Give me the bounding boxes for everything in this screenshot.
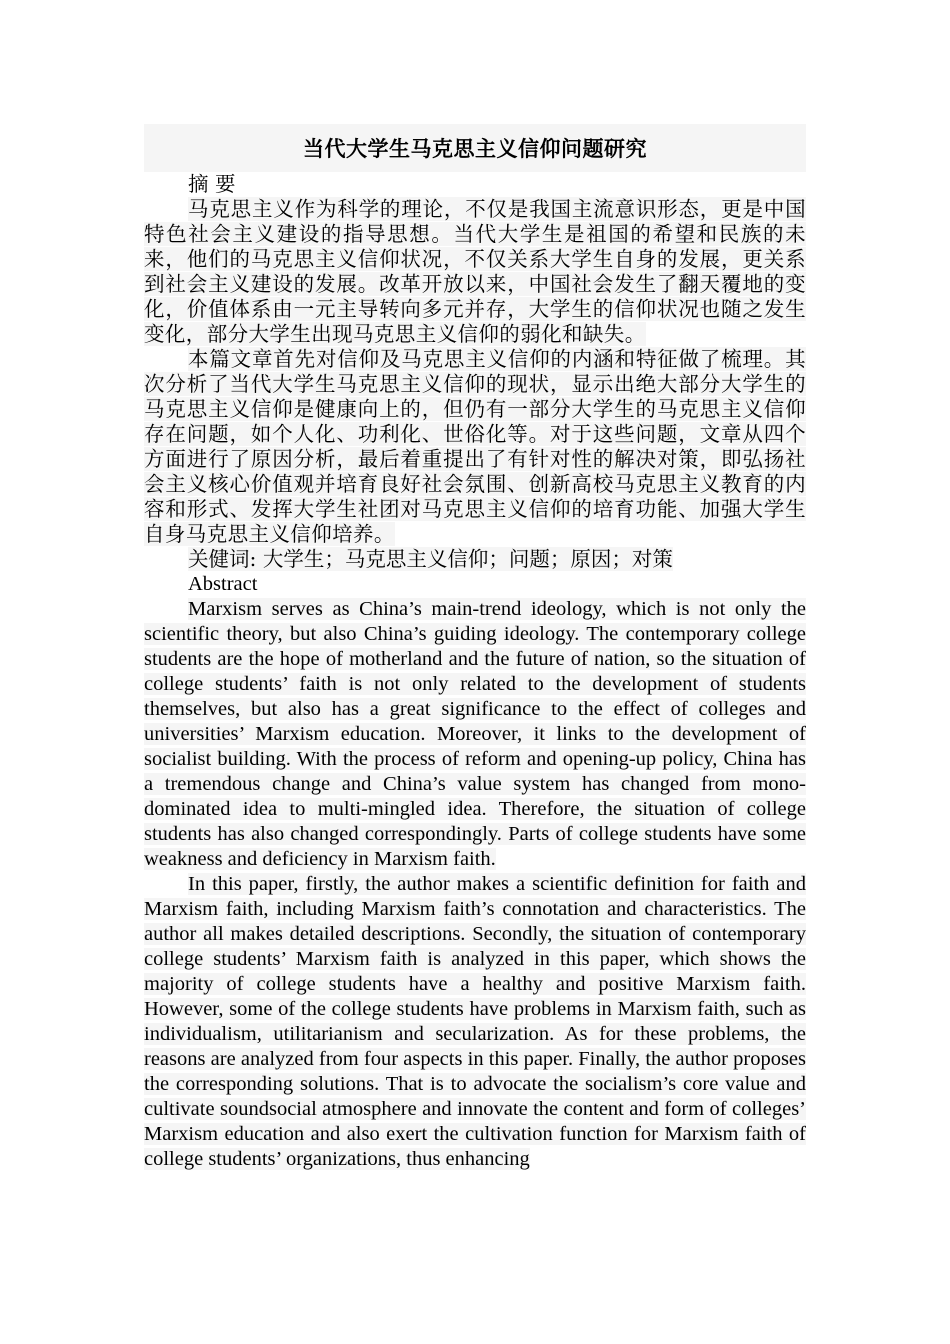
abstract-cn-heading: 摘 要 [188,172,236,196]
abstract-en-heading: Abstract [188,573,258,595]
abstract-en-paragraph-2: In this paper, firstly, the author makes a scientific definition for faith and Marxism faith, including Marxism faith’s connotation and characteristics. The author all makes detailed descriptions. Secondly, the situation of contemporary college students’ Marxism faith is analyzed in this paper, which shows the majority of college students have a healthy and positive Marxism faith. However, some of the college students have problems in Marxism faith, such as individualism, utilitarianism and secularization. As for these problems, the reasons are analyzed from four aspects in this paper. Finally, the author proposes the corresponding solutions. That is to advocate the socialism’s core value and cultivate soundsocial atmosphere and innovate the content and form of colleges’ Marxism education and also exert the cultivation function for Marxism faith of college students’ organizations, thus enhancing [144,873,806,1170]
title-banner [144,124,806,172]
document-title: 当代大学生马克思主义信仰问题研究 [303,137,647,161]
abstract-cn-paragraph-2: 本篇文章首先对信仰及马克思主义信仰的内涵和特征做了梳理。其次分析了当代大学生马克思主义信仰的现状，显示出绝大部分大学生的马克思主义信仰是健康向上的，但仍有一部分大学生的马克思主义信仰存在问题，如个人化、功利化、世俗化等。对于这些问题，文章从四个方面进行了原因分析，最后着重提出了有针对性的解决对策，即弘扬社会主义核心价值观并培育良好社会氛围、创新高校马克思主义教育的内容和形式、发挥大学生社团对马克思主义信仰的培育功能、加强大学生自身马克思主义信仰培养。 [144,347,806,546]
keywords-cn: 关健词: 大学生；马克思主义信仰；问题；原因；对策 [188,547,673,571]
abstract-en-paragraph-1: Marxism serves as China’s main-trend ideology, which is not only the scientific theory, but also China’s guiding ideology. The contemporary college students are the hope of motherland and the future of nation, so the situation of college students’ faith is not only related to the development of students themselves, but also has a great significance to the effect of colleges and universities’ Marxism education. Moreover, it links to the development of socialist building. With the process of reform and opening-up policy, China has a tremendous change and China’s value system has changed from mono-dominated idea to multi-mingled idea. Therefore, the situation of college students has also changed correspondingly. Parts of college students have some weakness and deficiency in Marxism faith. [144,598,806,870]
abstract-cn-paragraph-1: 马克思主义作为科学的理论，不仅是我国主流意识形态，更是中国特色社会主义建设的指导思想。当代大学生是祖国的希望和民族的未来，他们的马克思主义信仰状况，不仅关系大学生自身的发展，更关系到社会主义建设的发展。改革开放以来，中国社会发生了翻天覆地的变化，价值体系由一元主导转向多元并存，大学生的信仰状况也随之发生变化，部分大学生出现马克思主义信仰的弱化和缺失。 [144,197,806,346]
document-page [144,124,806,1172]
